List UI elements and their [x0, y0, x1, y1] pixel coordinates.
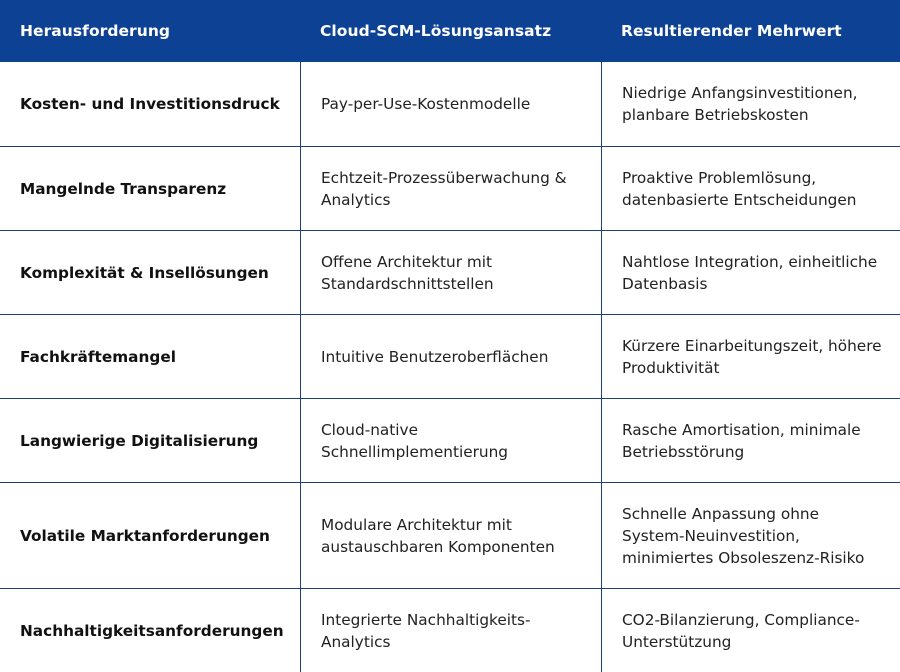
- cell-challenge: Langwierige Digitalisierung: [20, 431, 259, 450]
- header-value: Resultierender Mehrwert: [621, 22, 842, 40]
- table-row: [0, 147, 900, 231]
- cell-value: CO2-Bilanzierung, Compliance-Unterstützung: [601, 589, 900, 672]
- table-header: [0, 0, 900, 62]
- header-challenge: Herausforderung: [20, 22, 171, 40]
- header-approach: Cloud-SCM-Lösungsansatz: [320, 22, 552, 40]
- cell-challenge: Kosten- und Investitionsdruck: [20, 95, 280, 113]
- cell-approach: Cloud-native Schnellimplementierung: [300, 399, 601, 482]
- table-row: [0, 589, 900, 672]
- table-row: [0, 399, 900, 483]
- cell-challenge: Nachhaltigkeitsanforderungen: [20, 621, 284, 640]
- cell-value: Kürzere Einarbeitungszeit, höhere Produktivität: [601, 315, 900, 398]
- table-row: [0, 483, 900, 589]
- cell-approach: Intuitive Benutzeroberflächen: [300, 315, 601, 398]
- table-row: [0, 231, 900, 315]
- table-row: [0, 62, 900, 147]
- cell-approach: Offene Architektur mit Standardschnittstellen: [300, 231, 601, 314]
- cell-challenge: Komplexität & Insellösungen: [20, 263, 269, 282]
- cell-approach: Pay-per-Use-Kostenmodelle: [300, 62, 601, 146]
- cell-value: Niedrige Anfangsinvestitionen, planbare Betriebskosten: [601, 62, 900, 146]
- cell-challenge: Mangelnde Transparenz: [20, 179, 227, 198]
- table-row: [0, 315, 900, 399]
- cell-value: Nahtlose Integration, einheitliche Datenbasis: [601, 231, 900, 314]
- cell-approach: Integrierte Nachhaltigkeits-Analytics: [300, 589, 601, 672]
- cell-approach: Echtzeit-Prozessüberwachung & Analytics: [300, 147, 601, 230]
- table-body: [0, 62, 900, 672]
- cell-value: Schnelle Anpassung ohne System-Neuinvestition, minimiertes Obsoleszenz-Risiko: [601, 483, 900, 588]
- cell-challenge: Fachkräftemangel: [20, 347, 176, 366]
- cell-challenge: Volatile Marktanforderungen: [20, 526, 270, 545]
- cell-approach: Modulare Architektur mit austauschbaren Komponenten: [300, 483, 601, 588]
- cell-value: Proaktive Problemlösung, datenbasierte Entscheidungen: [601, 147, 900, 230]
- cell-value: Rasche Amortisation, minimale Betriebsstörung: [601, 399, 900, 482]
